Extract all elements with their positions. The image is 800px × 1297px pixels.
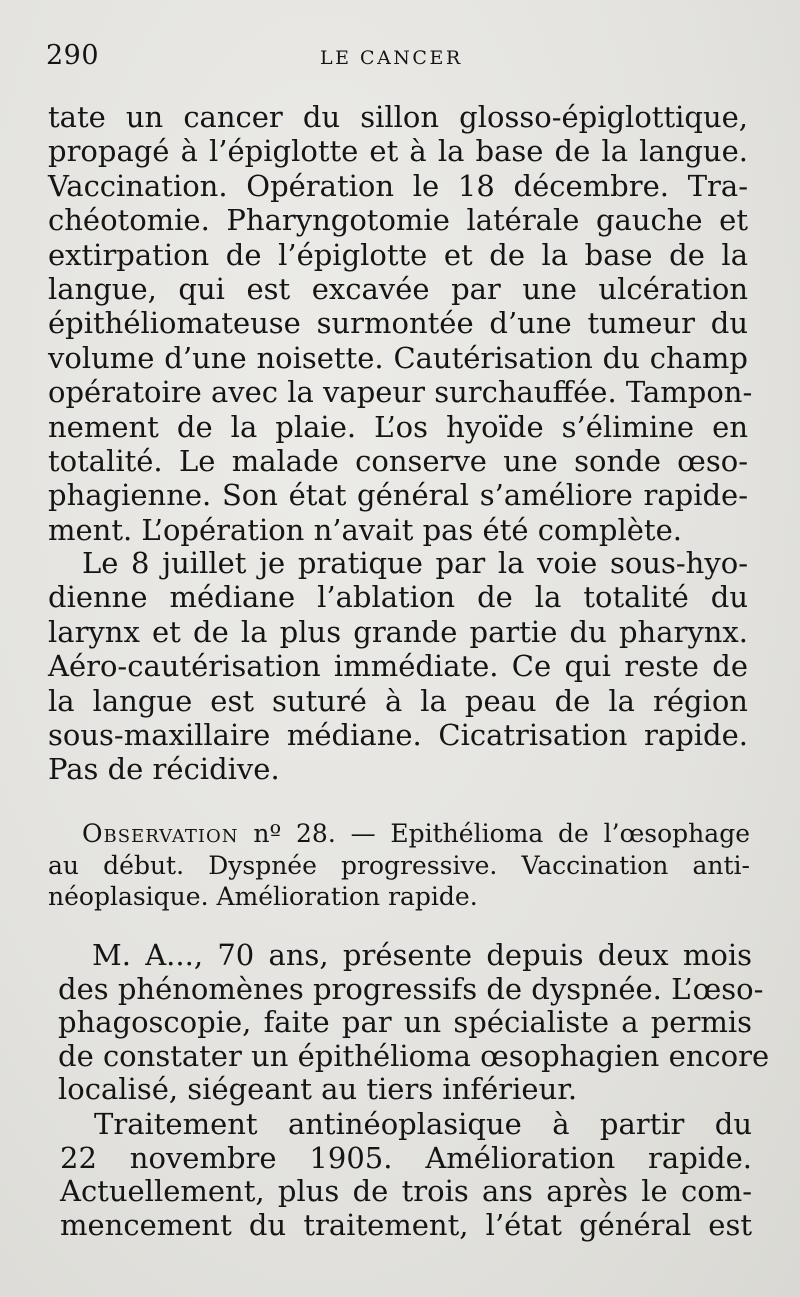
text-line: 22 novembre 1905. Amélioration rapide. [60,1140,752,1175]
observation-label: Observation [82,819,239,848]
text-line: propagé à l’épiglotte et à la base de la langue. [48,134,748,169]
paragraph-treatment [60,1108,752,1242]
text-line: des phénomènes progressifs de dyspnée. L’œso- [58,971,764,1006]
text-line: larynx et de la plus grande partie du pharynx. [48,614,748,649]
text-line: M. A..., 70 ans, présente depuis deux mois [92,938,752,972]
text-line: au début. Dyspnée progressive. Vaccination anti- [48,850,750,880]
text-line: phagoscopie, faite par un spécialiste a permis [58,1005,752,1039]
running-head [46,40,752,76]
text-line: dienne médiane l’ablation de la totalité du [48,580,748,615]
text-line: mencement du traitement, l’état général est [60,1207,752,1242]
observation-number: nº 28. [253,819,336,848]
running-title: LE CANCER [320,47,463,69]
observation-title-line [48,818,750,850]
text-line: extirpation de l’épiglotte et de la base de la [48,237,748,272]
text-line: néoplasique. Amélioration rapide. [48,882,478,911]
text-line: sous-maxillaire médiane. Cicatrisation rapide. [48,717,748,752]
text-line: épithéliomateuse surmontée d’une tumeur du [48,306,748,341]
paragraph-case [58,938,770,1107]
paragraph-surgery [48,546,748,787]
text-line: Traitement antinéoplasique à partir du [94,1107,752,1141]
text-line: Vaccination. Opération le 18 décembre. Tra- [48,168,748,203]
text-line: chéotomie. Pharyngotomie latérale gauche et [48,203,748,238]
observation-title-text: — Epithélioma de l’œsophage [350,819,750,848]
text-line: la langue est suturé à la peau de la région [48,683,748,718]
text-line: opératoire avec la vapeur surchauffée. Tampon- [48,375,753,410]
text-line: volume d’une noisette. Cautérisation du champ [48,340,748,375]
text-line: ment. L’opération n’avait pas été complète. [48,512,682,547]
text-line: phagienne. Son état général s’améliore rapide- [48,478,748,513]
text-line: localisé, siégeant au tiers inférieur. [58,1072,578,1106]
text-line: Aéro-cautérisation immédiate. Ce qui reste de [48,649,748,684]
text-line: Le 8 juillet je pratique par la voie sous-hyo- [82,546,748,580]
text-line: de constater un épithélioma œsophagien encore [58,1038,770,1073]
text-line: tate un cancer du sillon glosso-épiglottique, [48,100,748,134]
text-line: Pas de récidive. [48,752,280,787]
text-line: nement de la plaie. L’os hyoïde s’élimine en [48,409,748,444]
text-line: langue, qui est excavée par une ulcération [48,271,748,306]
text-line: totalité. Le malade conserve une sonde œso- [48,443,748,478]
page-number: 290 [46,40,100,71]
observation-heading [48,818,750,913]
text-line: Actuellement, plus de trois ans après le com- [60,1174,752,1208]
paragraph-continued [48,100,753,547]
